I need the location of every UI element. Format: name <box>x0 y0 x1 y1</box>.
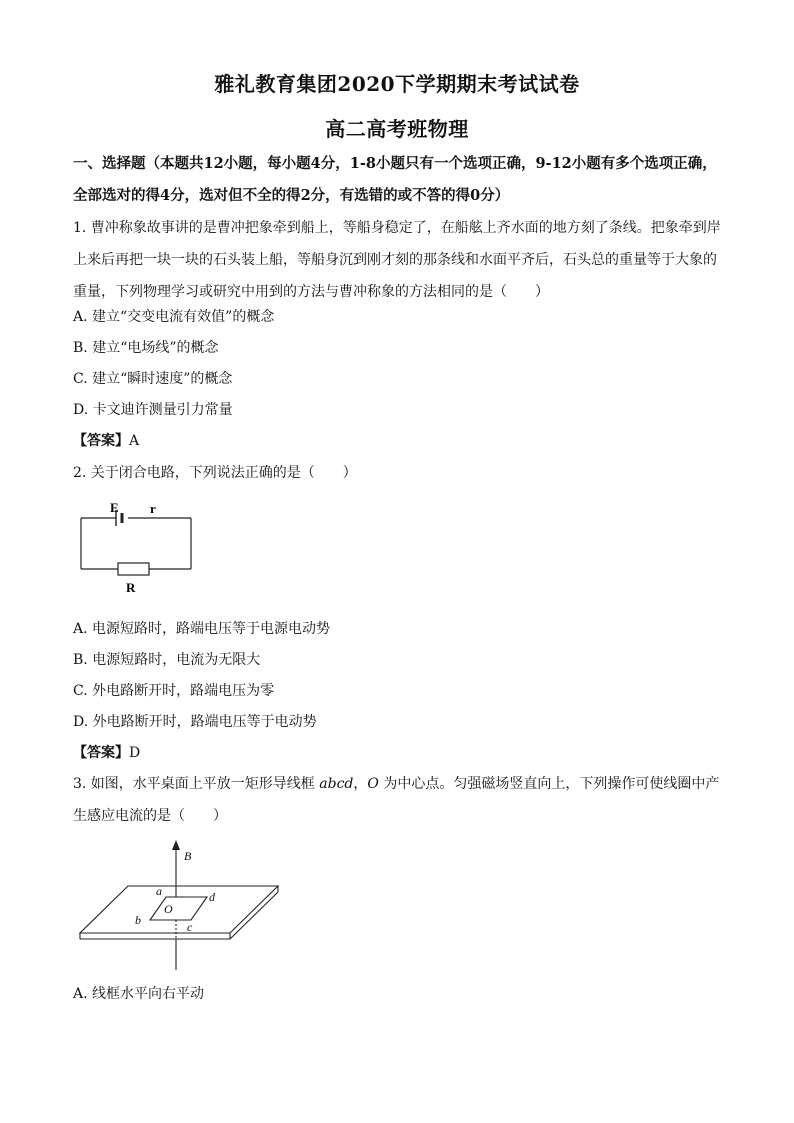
stem-text: 为中心点。匀强磁场竖直向上，下列操作可使线圈中产生感应电流的是（ ） <box>73 776 720 824</box>
corner-label-a: a <box>156 884 162 898</box>
circuit-label-resistor: R <box>126 580 136 595</box>
field-arrow-head <box>172 840 180 850</box>
magnetic-field-diagram <box>78 838 288 978</box>
field-label-b: B <box>184 849 192 863</box>
question-3-stem <box>73 768 723 832</box>
question-1-option-d: D. 卡文迪许测量引力常量 <box>73 402 233 418</box>
question-2-option-c: C. 外电路断开时，路端电压为零 <box>73 683 275 699</box>
question-1-stem: 1. 曹冲称象故事讲的是曹冲把象牵到船上，等船身稳定了，在船舷上齐水面的地方刻了条线。把象牵到岸上来后再把一块一块的石头装上船，等船身沉到刚才刻的那条线和水面平齐后，石头总的重量等于大象的重量，下列物理学习或研究中用到的方法与曹冲称象的方法相同的是（ ） <box>73 220 721 300</box>
answer-value: A <box>129 433 140 449</box>
question-1-option-c: C. 建立“瞬时速度”的概念 <box>73 371 233 387</box>
circuit-label-e: E <box>110 500 119 515</box>
circuit-diagram <box>76 500 206 600</box>
question-1-option-b: B. 建立“电场线”的概念 <box>73 340 219 356</box>
stem-text: 3. 如图，水平桌面上平放一矩形导线框 <box>73 776 320 792</box>
question-1-answer <box>73 431 139 451</box>
page-title: 雅礼教育集团2020下学期期末考试试卷 <box>214 72 580 96</box>
question-2-option-d: D. 外电路断开时，路端电压等于电动势 <box>73 714 317 730</box>
corner-label-d: d <box>209 890 215 904</box>
question-1-option-a: A. 建立“交变电流有效值”的概念 <box>73 309 275 325</box>
answer-label: 【答案】 <box>73 433 129 449</box>
page-subtitle: 高二高考班物理 <box>325 117 469 141</box>
corner-label-b: b <box>135 913 141 927</box>
answer-value: D <box>129 745 141 761</box>
center-label-o: O <box>164 902 173 916</box>
question-2-option-b: B. 电源短路时，电流为无限大 <box>73 652 261 668</box>
circuit-label-r: r <box>150 501 156 516</box>
question-3-option-a: A. 线框水平向右平动 <box>73 986 205 1002</box>
stem-abcd: abcd <box>319 776 354 792</box>
answer-label: 【答案】 <box>73 745 129 761</box>
section-heading: 一、选择题（本题共12小题，每小题4分，1-8小题只有一个选项正确，9-12小题有多个选项正确，全部选对的得4分，选对但不全的得2分，有选错的或不答的得0分） <box>73 155 717 204</box>
stem-text: ， <box>353 776 368 792</box>
question-2-answer <box>73 743 140 763</box>
corner-label-c: c <box>187 920 193 934</box>
stem-o: O <box>367 776 379 792</box>
question-2-option-a: A. 电源短路时，路端电压等于电源电动势 <box>73 621 331 637</box>
question-2-stem: 2. 关于闭合电路，下列说法正确的是（ ） <box>73 465 357 481</box>
